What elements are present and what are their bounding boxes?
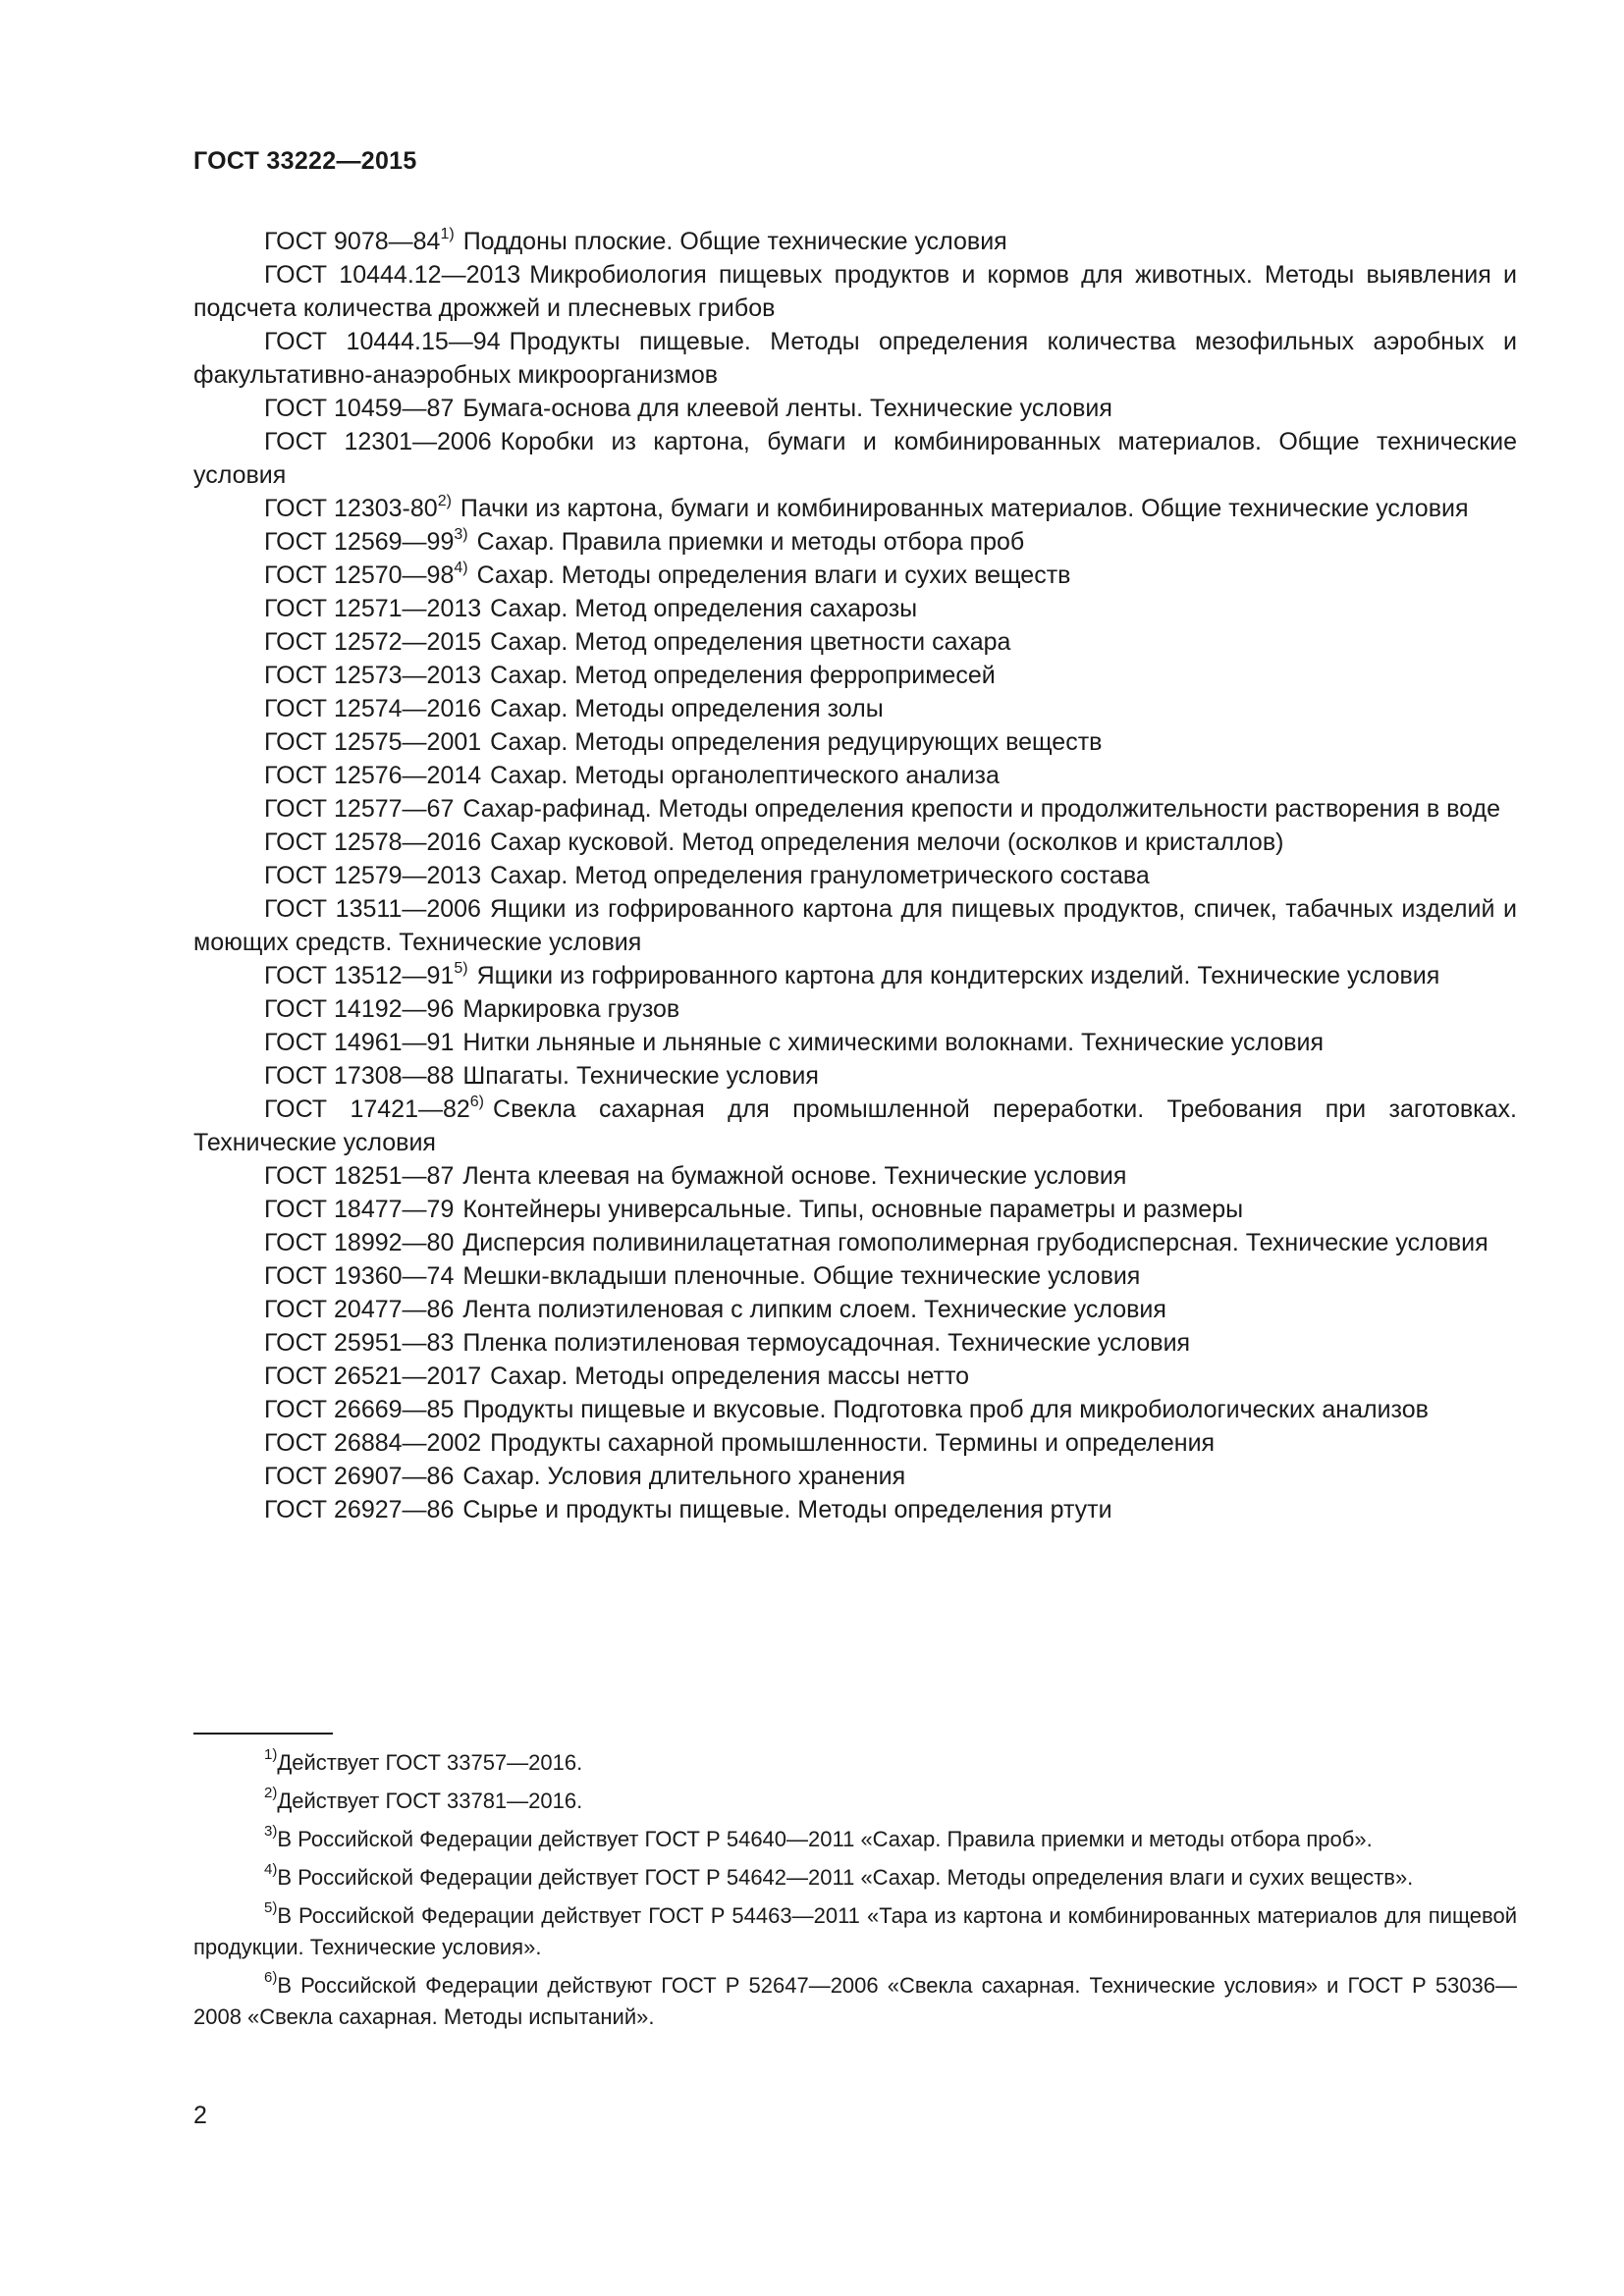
standard-code: ГОСТ 12573—2013 [264,662,482,689]
standard-code: ГОСТ 9078—84$^{1)}$ [264,225,455,255]
standard-title: Сахар. Правила приемки и методы отбора проб [476,528,1025,556]
footnote-mark: 1) [440,225,455,242]
reference-entry [193,559,1517,592]
standard-code: ГОСТ 26907—86 [264,1463,455,1490]
reference-entry [193,1193,1517,1226]
standard-title: Продукты сахарной промышленности. Термины и определения [490,1429,1216,1457]
reference-entry [193,859,1517,892]
standard-code: ГОСТ 10444.12—2013 [264,261,521,289]
standard-code: ГОСТ 18992—80 [264,1229,455,1256]
standard-code: ГОСТ 18251—87 [264,1162,455,1190]
standard-code: ГОСТ 19360—74 [264,1262,455,1290]
reference-entry [193,625,1517,659]
standard-title: Коробки из картона, бумаги и комбинированных материалов. Общие технические условия [193,428,1518,489]
footnote-mark: 4) [454,559,468,576]
footnote-number: 6) [264,1968,278,1986]
standard-code: ГОСТ 18477—79 [264,1196,455,1223]
reference-entry [193,258,1517,325]
reference-entry [193,1393,1517,1426]
reference-entry [193,692,1517,725]
standard-title: Сахар. Метод определения сахарозы [490,595,918,622]
standard-code: ГОСТ 26521—2017 [264,1362,482,1390]
footnote-mark: 5) [454,959,468,977]
footnote-divider [193,1733,333,1735]
standard-title: Сахар. Условия длительного хранения [462,1463,906,1490]
reference-entry [193,525,1517,559]
standard-title: Мешки-вкладыши пленочные. Общие технические условия [462,1262,1141,1290]
footnote-number: 3) [264,1822,278,1840]
standard-title: Маркировка грузов [462,995,680,1023]
standard-code: ГОСТ 12574—2016 [264,695,482,722]
standard-code: ГОСТ 25951—83 [264,1329,455,1357]
footnote [193,1747,1517,1779]
reference-entry [193,1159,1517,1193]
footnote-text: Действует ГОСТ 33781—2016. [277,1789,583,1813]
standard-title: Сахар. Методы органолептического анализа [490,762,1000,789]
footnote-number: 4) [264,1860,278,1878]
standard-title: Ящики из гофрированного картона для кондитерских изделий. Технические условия [476,962,1440,989]
standard-title: Пленка полиэтиленовая термоусадочная. Технические условия [462,1329,1191,1357]
reference-entry [193,1360,1517,1393]
standard-title: Шпагаты. Технические условия [462,1062,819,1090]
reference-entry [193,959,1517,992]
reference-entry [193,492,1517,525]
footnote [193,1824,1517,1855]
reference-entry [193,1460,1517,1493]
standard-code: ГОСТ 12572—2015 [264,628,482,656]
standard-title: Продукты пищевые и вкусовые. Подготовка проб для микробиологических анализов [462,1396,1429,1423]
standard-title: Сахар. Методы определения золы [490,695,884,722]
standard-code: ГОСТ 12576—2014 [264,762,482,789]
standard-title: Продукты пищевые. Методы определения количества мезофильных аэробных и факультативно-анаэробных микроорганизмов [193,328,1517,389]
reference-entry [193,792,1517,826]
standard-title: Контейнеры универсальные. Типы, основные параметры и размеры [462,1196,1244,1223]
standard-code: ГОСТ 20477—86 [264,1296,455,1323]
standard-title: Сахар. Методы определения редуцирующих веществ [490,728,1103,756]
footnote [193,1862,1517,1894]
standard-code: ГОСТ 12579—2013 [264,862,482,889]
reference-entry [193,225,1517,258]
standard-code: ГОСТ 12571—2013 [264,595,482,622]
standard-title: Поддоны плоские. Общие технические условия [462,228,1007,255]
footnotes [193,1747,1517,2040]
standard-code: ГОСТ 12570—98$^{4)}$ [264,559,468,589]
footnote-text: Действует ГОСТ 33757—2016. [277,1750,583,1775]
reference-entry [193,826,1517,859]
standard-code: ГОСТ 26669—85 [264,1396,455,1423]
reference-entry [193,392,1517,425]
standard-title: Сахар-рафинад. Методы определения крепости и продолжительности растворения в воде [462,795,1500,823]
footnote-text: В Российской Федерации действует ГОСТ Р 54463—2011 «Тара из картона и комбинированных материалов для пищевой продукции. Технические условия». [193,1903,1517,1959]
standard-code: ГОСТ 13512—91$^{5)}$ [264,959,468,989]
references-list [193,225,1517,1526]
standard-title: Лента клеевая на бумажной основе. Технические условия [462,1162,1127,1190]
page-number: 2 [193,2102,207,2129]
footnote [193,1786,1517,1817]
footnote-mark: 2) [437,492,452,509]
standard-title: Пачки из картона, бумаги и комбинированных материалов. Общие технические условия [460,495,1469,522]
standard-title: Сырье и продукты пищевые. Методы определения ртути [462,1496,1112,1523]
standard-title: Нитки льняные и льняные с химическими волокнами. Технические условия [462,1029,1325,1056]
reference-entry [193,1326,1517,1360]
standard-code: ГОСТ 10459—87 [264,395,455,422]
standard-title: Сахар. Методы определения массы нетто [490,1362,970,1390]
standard-title: Сахар кусковой. Метод определения мелочи (осколков и кристаллов) [490,828,1284,856]
reference-entry [193,892,1517,959]
standard-title: Сахар. Метод определения гранулометрического состава [490,862,1150,889]
standard-code: ГОСТ 17308—88 [264,1062,455,1090]
document-header: ГОСТ 33222—2015 [193,147,417,175]
footnote-number: 2) [264,1784,278,1801]
reference-entry [193,425,1517,492]
footnote-mark: 6) [469,1093,485,1110]
reference-entry [193,759,1517,792]
reference-entry [193,325,1517,392]
standard-title: Лента полиэтиленовая с липким слоем. Технические условия [462,1296,1166,1323]
reference-entry [193,1493,1517,1526]
reference-entry [193,992,1517,1026]
standard-code: ГОСТ 26927—86 [264,1496,455,1523]
standard-title: Микробиология пищевых продуктов и кормов для животных. Методы выявления и подсчета количества дрожжей и плесневых грибов [193,261,1517,322]
footnote-number: 1) [264,1745,278,1763]
standard-code: ГОСТ 26884—2002 [264,1429,482,1457]
reference-entry [193,659,1517,692]
standard-code: ГОСТ 10444.15—94 [264,328,501,355]
reference-entry [193,1026,1517,1059]
standard-code: ГОСТ 12575—2001 [264,728,482,756]
footnote-number: 5) [264,1898,278,1916]
standard-title: Сахар. Метод определения ферропримесей [490,662,996,689]
standard-title: Сахар. Методы определения влаги и сухих веществ [476,561,1071,589]
footnote [193,1900,1517,1963]
reference-entry [193,1293,1517,1326]
standard-code: ГОСТ 12569—99$^{3)}$ [264,525,468,556]
standard-code: ГОСТ 12301—2006 [264,428,492,455]
reference-entry [193,1226,1517,1259]
reference-entry [193,1093,1517,1159]
standard-code: ГОСТ 12577—67 [264,795,455,823]
standard-code: ГОСТ 12578—2016 [264,828,482,856]
footnote [193,1970,1517,2033]
footnote-text: В Российской Федерации действует ГОСТ Р 54642—2011 «Сахар. Методы определения влаги и сухих веществ». [277,1865,1414,1890]
reference-entry [193,1059,1517,1093]
standard-code: ГОСТ 13511—2006 [264,895,481,923]
reference-entry [193,725,1517,759]
standard-title: Ящики из гофрированного картона для пищевых продуктов, спичек, табачных изделий и моющих средств. Технические условия [193,895,1517,956]
standard-code: ГОСТ 14961—91 [264,1029,455,1056]
footnote-text: В Российской Федерации действуют ГОСТ Р 52647—2006 «Свекла сахарная. Технические условия» и ГОСТ Р 53036—2008 «Свекла сахарная. Методы испытаний». [193,1973,1517,2029]
standard-title: Свекла сахарная для промышленной переработки. Требования при заготовках. Технические условия [193,1095,1517,1156]
reference-entry [193,1259,1517,1293]
footnote-mark: 3) [454,525,468,543]
footnote-text: В Российской Федерации действует ГОСТ Р 54640—2011 «Сахар. Правила приемки и методы отбора проб». [277,1827,1373,1851]
reference-entry [193,1426,1517,1460]
reference-entry [193,592,1517,625]
standard-title: Сахар. Метод определения цветности сахара [490,628,1011,656]
standard-code: ГОСТ 12303-80$^{2)}$ [264,492,452,522]
standard-code: ГОСТ 17421—82$^{6)}$ [264,1093,485,1123]
standard-code: ГОСТ 14192—96 [264,995,455,1023]
standard-title: Дисперсия поливинилацетатная гомополимерная грубодисперсная. Технические условия [462,1229,1489,1256]
standard-title: Бумага-основа для клеевой ленты. Технические условия [462,395,1112,422]
